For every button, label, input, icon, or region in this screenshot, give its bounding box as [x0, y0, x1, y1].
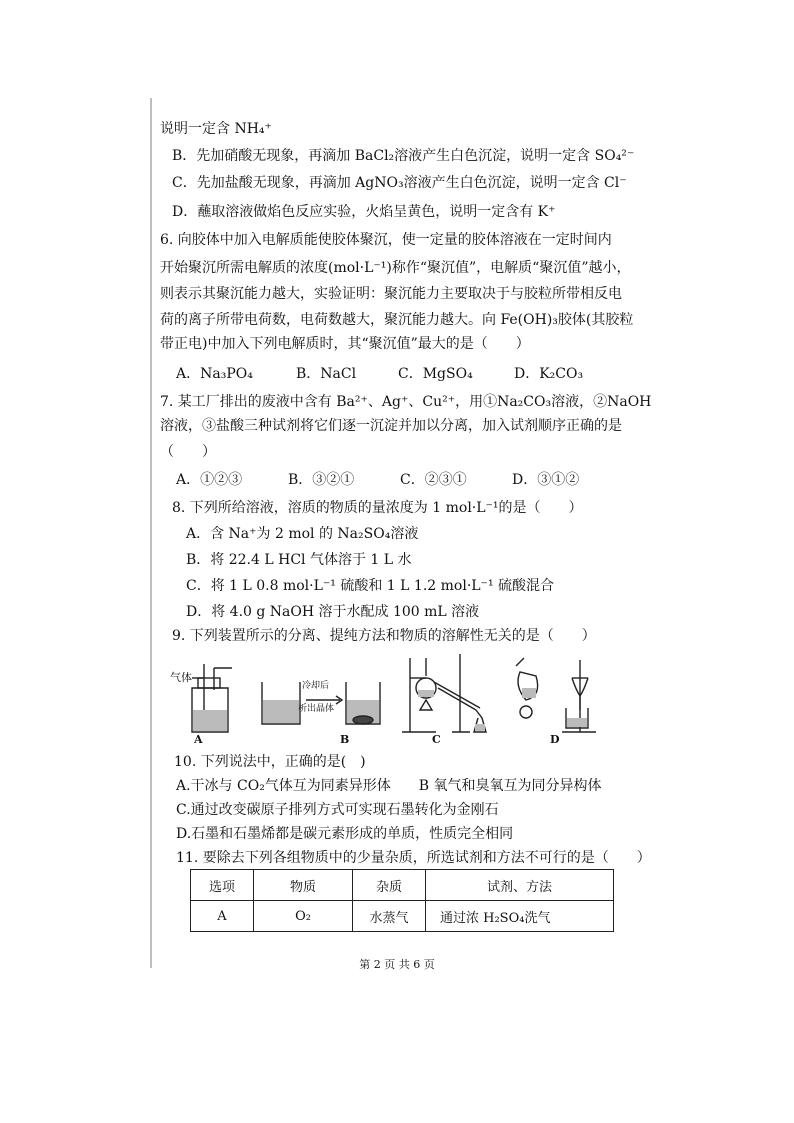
table-cell: O₂: [254, 901, 353, 932]
table-header: 选项: [191, 870, 254, 901]
apparatus-c-distillation: [396, 648, 496, 736]
q7-option-a: A．①②③: [176, 472, 243, 488]
q5-continuation: 说明一定含 NH₄⁺: [160, 121, 272, 137]
page-spine-shadow: [150, 98, 152, 968]
q6-option-a: A．Na₃PO₄: [176, 366, 253, 382]
q8-option-a: A．含 Na⁺为 2 mol 的 Na₂SO₄溶液: [186, 526, 419, 542]
q7-line-2: 溶液，③盐酸三种试剂将它们逐一沉淀并加以分离，加入试剂顺序正确的是: [160, 418, 622, 434]
q7-option-b: B．③②①: [288, 472, 355, 488]
q9-label-a: A: [194, 733, 203, 746]
q7-line-1: 7. 某工厂排出的废液中含有 Ba²⁺、Ag⁺、Cu²⁺，用①Na₂CO₃溶液，②NaOH: [160, 394, 652, 410]
q5-option-b: B．先加硝酸无现象，再滴加 BaCl₂溶液产生白色沉淀，说明一定含 SO₄²⁻: [172, 148, 635, 164]
q6-options: [176, 364, 583, 384]
q6-line-1: 6. 向胶体中加入电解质能使胶体聚沉，使一定量的胶体溶液在一定时间内: [160, 232, 612, 248]
q10-option-ab: A.干冰与 CO₂气体互为同素异形体 B 氧气和臭氧互为同分异构体: [176, 778, 602, 794]
q6-option-c: C．MgSO₄: [398, 366, 473, 382]
table-header: 试剂、方法: [426, 870, 614, 901]
q6-option-d: D．K₂CO₃: [514, 366, 584, 382]
q5-option-d: D．蘸取溶液做焰色反应实验，火焰呈黄色，说明一定含有 K⁺: [172, 204, 556, 220]
q9-label-c: C: [432, 733, 441, 746]
q5-option-c: C．先加盐酸无现象，再滴加 AgNO₃溶液产生白色沉淀，说明一定含 Cl⁻: [172, 175, 627, 191]
table-header: 物质: [254, 870, 353, 901]
q9-arrow-top: 冷却后: [302, 681, 330, 691]
q8-option-c: C．将 1 L 0.8 mol·L⁻¹ 硫酸和 1 L 1.2 mol·L⁻¹ 硫酸混合: [186, 578, 555, 594]
q7-line-3: （ ）: [160, 444, 216, 460]
apparatus-d-separation: [506, 656, 600, 736]
q8-stem: 8. 下列所给溶液，溶质的物质的量浓度为 1 mol·L⁻¹的是（ ）: [172, 500, 583, 516]
table-cell: A: [191, 901, 254, 932]
q10-option-c: C.通过改变碳原子排列方式可实现石墨转化为金刚石: [176, 802, 499, 818]
q9-stem: 9. 下列装置所示的分离、提纯方法和物质的溶解性无关的是（ ）: [172, 628, 596, 644]
table-header: 杂质: [353, 870, 426, 901]
q9-label-d: D: [550, 733, 560, 746]
table-row: [191, 901, 614, 932]
table-cell: 通过浓 H₂SO₄洗气: [426, 901, 614, 932]
q9-arrow-bottom: 析出晶体: [298, 704, 335, 714]
q7-option-d: D．③①②: [512, 472, 580, 488]
q8-option-b: B．将 22.4 L HCl 气体溶于 1 L 水: [186, 552, 412, 568]
q11-table: [190, 869, 614, 932]
q6-option-b: B．NaCl: [296, 366, 357, 382]
apparatus-a-wash-bottle: [170, 660, 240, 742]
q6-line-2: 开始聚沉所需电解质的浓度(mol·L⁻¹)称作“聚沉值”，电解质“聚沉值”越小，: [160, 260, 631, 276]
q9-gas-label: 气体: [170, 671, 192, 684]
q11-stem: 11. 要除去下列各组物质中的少量杂质，所选试剂和方法不可行的是（ ）: [176, 850, 651, 866]
q10-option-d: D.石墨和石墨烯都是碳元素形成的单质，性质完全相同: [176, 826, 514, 842]
table-cell: 水蒸气: [353, 901, 426, 932]
q7-options: [176, 470, 579, 490]
q10-stem: 10. 下列说法中，正确的是( ): [174, 754, 366, 770]
page-footer: 第 2 页 共 6 页: [359, 958, 435, 971]
q9-label-b: B: [340, 733, 350, 746]
q6-line-4: 荷的离子所带电荷数，电荷数越大，聚沉能力越大。向 Fe(OH)₃胶体(其胶粒: [160, 312, 634, 328]
q7-option-c: C．②③①: [400, 472, 467, 488]
q8-option-d: D．将 4.0 g NaOH 溶于水配成 100 mL 溶液: [186, 604, 480, 620]
q6-line-3: 则表示其聚沉能力越大，实验证明：聚沉能力主要取决于与胶粒所带相反电: [160, 286, 622, 302]
q6-line-5: 带正电)中加入下列电解质时，其“聚沉值”最大的是（ ）: [160, 336, 530, 352]
table-header-row: [191, 870, 614, 901]
